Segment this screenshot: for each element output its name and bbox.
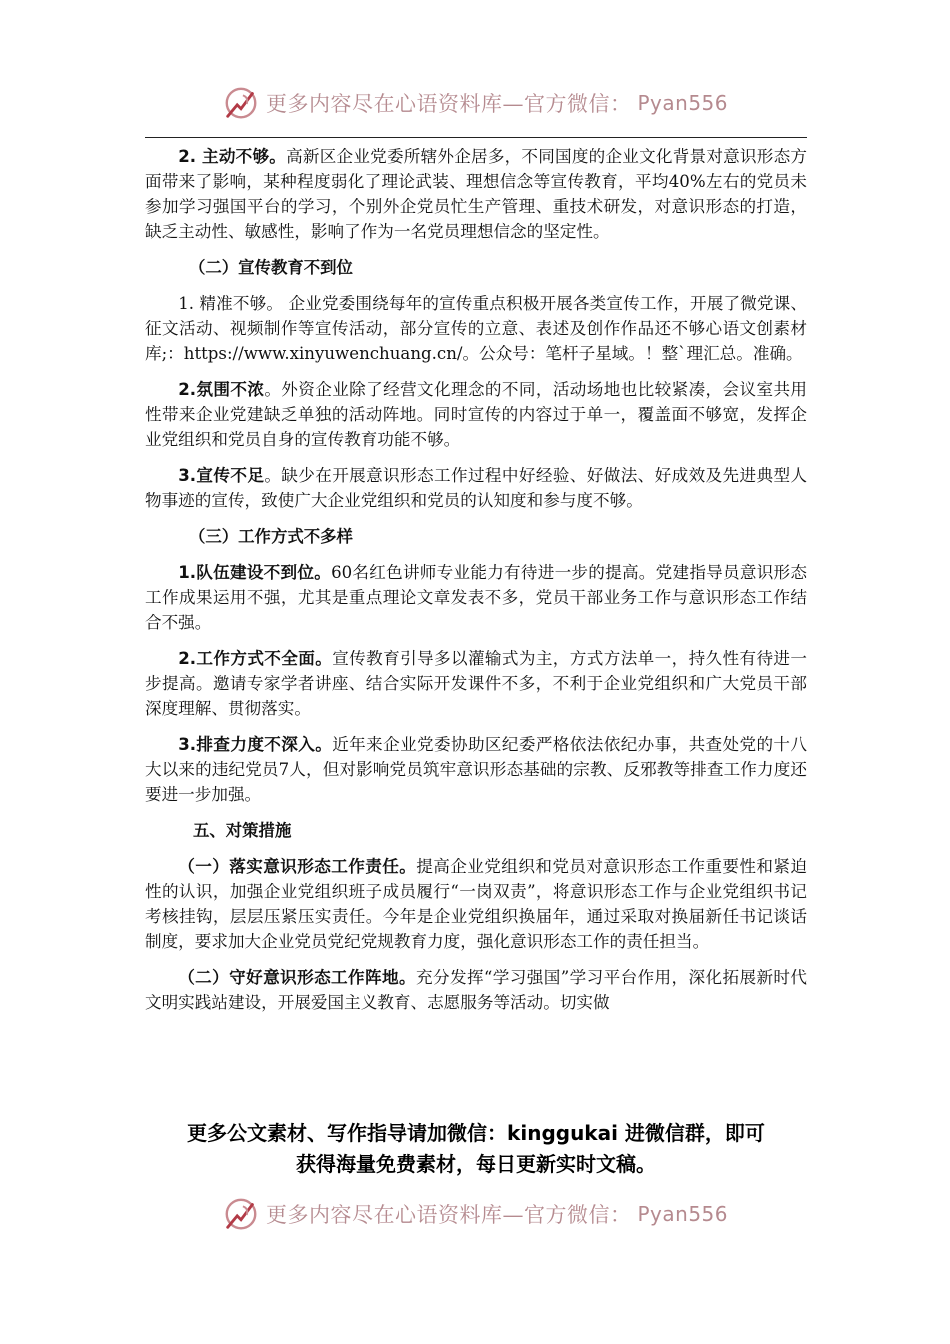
watermark-text: 更多内容尽在心语资料库—官方微信：: [265, 92, 632, 116]
promo-line: 更多公文素材、写作指导请加微信：kinggukai 进微信群，即可: [187, 1121, 765, 1145]
paragraph: [145, 646, 807, 721]
paragraph-text: 。外资企业除了经营文化理念的不同，活动场地也比较紧凑，会议室共用性带来企业党建缺乏单独的活动阵地。同时宣传的内容过于单一，覆盖面不够宽，发挥企业党组织和党员自身的宣传教育功能不够。: [145, 380, 808, 449]
paragraph-lead: 2. 主动不够。: [178, 147, 287, 166]
paragraph-text: 提高企业党组织和党员对意识形态工作重要性和紧迫性的认识，加强企业党组织班子成员履行“一岗双责”，将意识形态工作与企业党组织书记考核挂钩，层层压紧压实责任。今年是企业党组织换届年，通过采取对换届新任书记谈话制度，要求加大企业党员党纪党规教育力度，强化意识形态工作的责任担当。: [145, 857, 808, 951]
document-body: [145, 144, 807, 1026]
paragraph-text: 。缺少在开展意识形态工作过程中好经验、好做法、好成效及先进典型人物事迹的宣传，致使广大企业党组织和党员的认知度和参与度不够。: [145, 466, 808, 510]
watermark-text: 更多内容尽在心语资料库—官方微信：: [265, 1203, 632, 1227]
paragraph-lead: （二）守好意识形态工作阵地。: [178, 968, 416, 987]
paragraph-text: 近年来企业党委协助区纪委严格依法依纪办事，共查处党的十八大以来的违纪党员7人，但对影响党员筑牢意识形态基础的宗教、反邪教等排查工作力度还要进一步加强。: [145, 735, 807, 804]
footer-watermark: [0, 1195, 950, 1233]
header-watermark: [0, 84, 950, 122]
paragraph: [145, 560, 807, 635]
promo-line: 获得海量免费素材，每日更新实时文稿。: [296, 1152, 656, 1176]
paragraph: [145, 377, 807, 452]
chapter-heading: 五、对策措施: [193, 821, 292, 840]
paragraph: [145, 732, 807, 807]
watermark-id: Pyan556: [637, 1202, 728, 1226]
watermark-id: Pyan556: [637, 91, 728, 115]
paragraph: [145, 144, 807, 244]
paragraph-text: 充分发挥“学习强国”学习平台作用，深化拓展新时代文明实践站建设，开展爱国主义教育、志愿服务等活动。切实做: [145, 968, 808, 1012]
paragraph-text: 1. 精准不够。 企业党委围绕每年的宣传重点积极开展各类宣传工作，开展了微党课、征文活动、视频制作等宣传活动，部分宣传的立意、表述及创作作品还不够心语文创素材库;：https://www.xinyuwenchuang.cn/。公众号：笔杆子星域。！整`理汇总。准确。: [145, 294, 807, 363]
paragraph-text: 高新区企业党委所辖外企居多，不同国度的企业文化背景对意识形态方面带来了影响，某种程度弱化了理论武装、理想信念等宣传教育，平均40%左右的党员未参加学习强国平台的学习，个别外企党员忙生产管理、重技术研发，对意识形态的打造，缺乏主动性、敏感性，影响了作为一名党员理想信念的坚定性。: [145, 147, 807, 241]
header-divider: [145, 137, 807, 138]
paragraph-text: 60名红色讲师专业能力有待进一步的提高。党建指导员意识形态工作成果运用不强，尤其是重点理论文章发表不多，党员干部业务工作与意识形态工作结合不强。: [145, 563, 807, 632]
paragraph-lead: 2.氛围不浓: [178, 380, 265, 399]
paragraph: [145, 463, 807, 513]
paragraph: [145, 854, 807, 954]
paragraph-lead: （一）落实意识形态工作责任。: [178, 857, 417, 876]
paragraph: [145, 965, 807, 1015]
paragraph-lead: 2.工作方式不全面。: [178, 649, 333, 668]
section-heading: （三）工作方式不多样: [189, 527, 353, 546]
paragraph-lead: 3.宣传不足: [178, 466, 265, 485]
paragraph-text: 宣传教育引导多以灌输式为主，方式方法单一，持久性有待进一步提高。邀请专家学者讲座、结合实际开发课件不多，不利于企业党组织和广大党员干部深度理解、贯彻落实。: [145, 649, 807, 718]
paragraph-lead: 1.队伍建设不到位。: [178, 563, 332, 582]
brand-logo-icon: [222, 84, 260, 122]
paragraph-lead: 3.排查力度不深入。: [178, 735, 333, 754]
promo-banner: [145, 1118, 807, 1180]
paragraph: [145, 291, 807, 366]
section-heading: （二）宣传教育不到位: [189, 258, 353, 277]
brand-logo-icon: [222, 1195, 260, 1233]
